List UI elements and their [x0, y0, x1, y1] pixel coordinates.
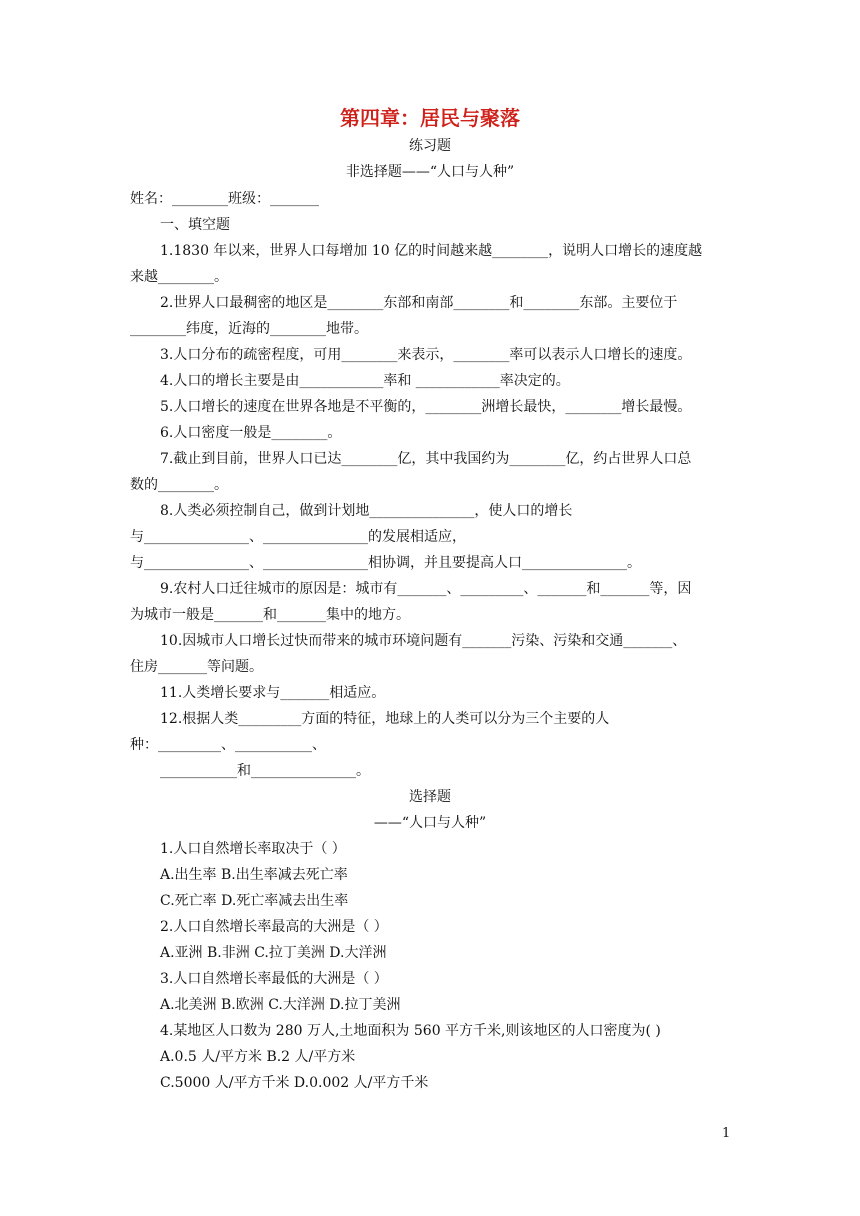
- choice-heading: 选择题: [409, 789, 451, 805]
- fill-line: 4.人口的增长主要是由____________率和 ____________率决定的。: [160, 373, 570, 389]
- page-title: 第四章：居民与聚落: [340, 106, 520, 130]
- page-number: 1: [722, 1126, 731, 1141]
- section-heading: 非选择题——“人口与人种”: [345, 164, 515, 180]
- subtitle: 练习题: [409, 138, 451, 154]
- choice-line: A.0.5 人/平方米 B.2 人/平方米: [160, 1049, 356, 1065]
- fill-line: 12.根据人类_________方面的特征，地球上的人类可以分为三个主要的人: [160, 711, 610, 727]
- fill-line: 住房_______等问题。: [130, 659, 263, 675]
- fill-line: 7.截止到目前，世界人口已达________亿，其中我国约为________亿，约占世界人口总: [160, 451, 692, 467]
- fill-line: 数的________。: [130, 477, 228, 493]
- fill-line: 种：_________、___________、: [130, 737, 326, 753]
- choice-line: A.北美洲 B.欧洲 C.大洋洲 D.拉丁美洲: [160, 997, 401, 1013]
- part1-heading: 一、填空题: [160, 217, 230, 233]
- name-class-line: 姓名：________班级：_______: [130, 191, 319, 207]
- choice-line: A.亚洲 B.非洲 C.拉丁美洲 D.大洋洲: [160, 945, 387, 961]
- choice-line: 2.人口自然增长率最高的大洲是（ ）: [160, 919, 388, 935]
- fill-line: 3.人口分布的疏密程度，可用________来表示，________率可以表示人口增长的速度。: [160, 347, 692, 363]
- fill-line: 为城市一般是_______和_______集中的地方。: [130, 607, 410, 623]
- fill-line: 10.因城市人口增长过快而带来的城市环境问题有_______污染、污染和交通_______、: [160, 633, 687, 649]
- fill-line: 6.人口密度一般是________。: [160, 425, 342, 441]
- fill-line: 11.人类增长要求与_______相适应。: [160, 685, 386, 701]
- choice-line: C.5000 人/平方千米 D.0.002 人/平方千米: [160, 1075, 429, 1091]
- fill-line: 9.农村人口迁往城市的原因是：城市有_______、_________、_______和_______等，因: [160, 581, 692, 597]
- fill-line: 1.1830 年以来，世界人口每增加 10 亿的时间越来越________，说明人口增长的速度越: [160, 243, 703, 259]
- choice-line: 4.某地区人口数为 280 万人,土地面积为 560 平方千米,则该地区的人口密度为( ): [160, 1023, 661, 1039]
- choice-line: C.死亡率 D.死亡率减去出生率: [160, 893, 349, 909]
- fill-line: 与_______________、_______________相协调，并且要提高人口_______________。: [130, 555, 641, 571]
- fill-line: 8.人类必须控制自己，做到计划地_______________，使人口的增长: [160, 503, 573, 519]
- fill-line: ________纬度，近海的________地带。: [130, 321, 368, 337]
- fill-line: 5.人口增长的速度在世界各地是不平衡的，________洲增长最快，________增长最慢。: [160, 399, 692, 415]
- choice-subheading: ——“人口与人种”: [373, 815, 487, 831]
- fill-line: 与_______________、_______________的发展相适应，: [130, 529, 466, 545]
- fill-line: 来越________。: [130, 269, 228, 285]
- choice-line: 1.人口自然增长率取决于（ ）: [160, 841, 346, 857]
- fill-line: 2.世界人口最稠密的地区是________东部和南部________和________东部。主要位于: [160, 295, 678, 311]
- choice-line: 3.人口自然增长率最低的大洲是（ ）: [160, 971, 388, 987]
- fill-line: ___________和_______________。: [160, 763, 370, 779]
- choice-line: A.出生率 B.出生率减去死亡率: [160, 867, 348, 883]
